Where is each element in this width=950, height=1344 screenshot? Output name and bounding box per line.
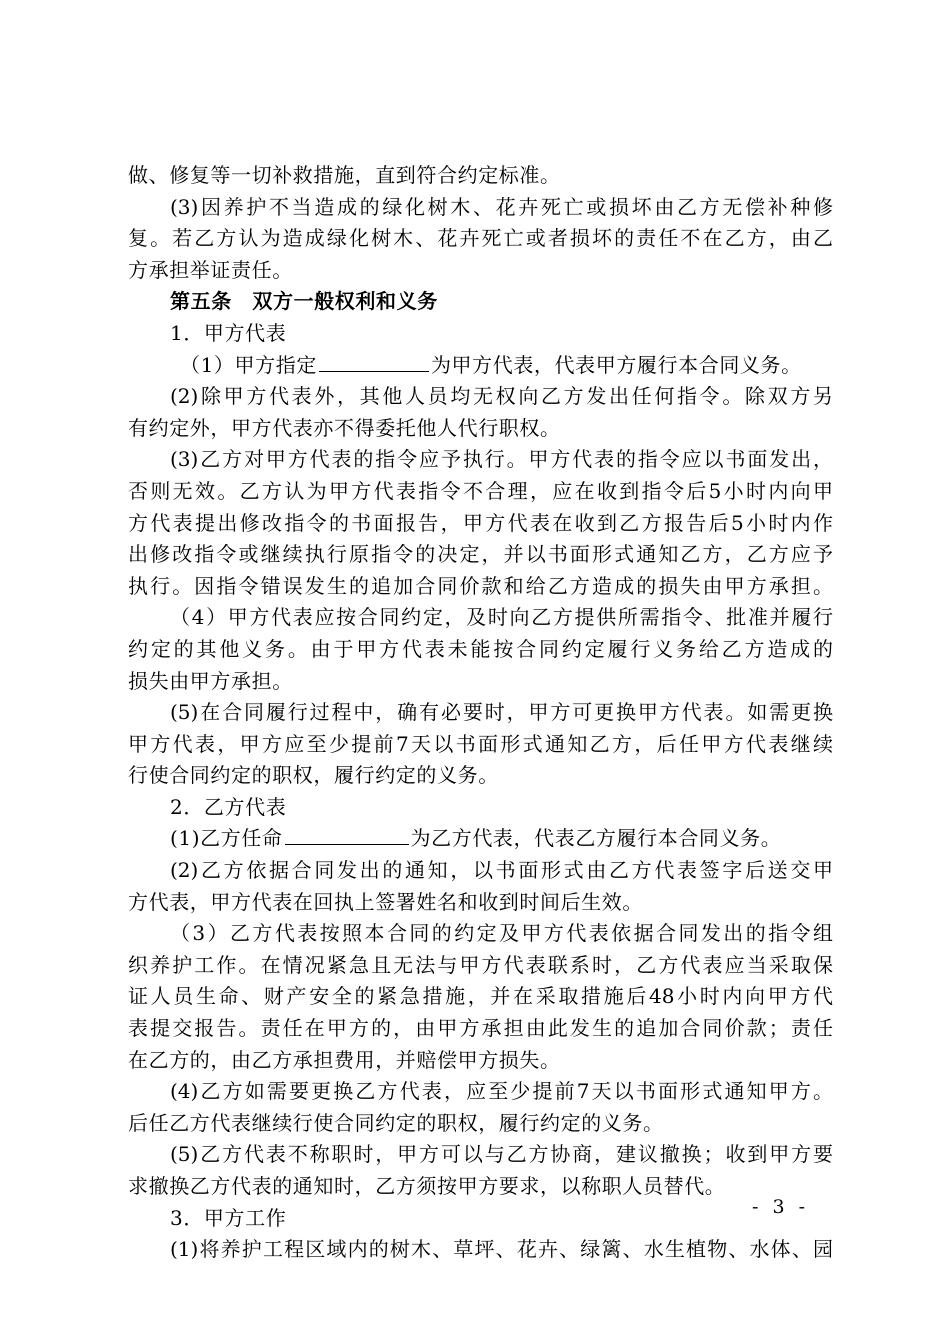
- text-segment: 为乙方代表，代表乙方履行本合同义务。: [410, 826, 782, 851]
- text-line: (4)乙方如需要更换乙方代表，应至少提前7天以书面形式通知甲方。: [170, 1079, 833, 1104]
- fill-in-blank[interactable]: [285, 824, 409, 845]
- text-line: 甲方代表，甲方应至少提前7天以书面形式通知乙方，后任甲方代表继续: [128, 731, 833, 756]
- text-line: (2)乙方依据合同发出的通知，以书面形式由乙方代表签字后送交甲: [170, 858, 833, 883]
- text-line: 表提交报告。责任在甲方的，由甲方承担由此发生的追加合同价款；责任: [128, 1016, 833, 1041]
- text-line: （4）甲方代表应按合同约定，及时向乙方提供所需指令、批准并履行: [170, 605, 833, 630]
- section-heading: 第五条 双方一般权利和义务: [170, 289, 438, 314]
- text-line: 方代表提出修改指令的书面报告，甲方代表在收到乙方报告后5小时内作: [128, 510, 833, 535]
- subsection-heading: 3．甲方工作: [170, 1205, 287, 1230]
- text-segment: 为甲方代表，代表甲方履行本合同义务。: [430, 352, 802, 377]
- text-line: 约定的其他义务。由于甲方代表未能按合同约定履行义务给乙方造成的: [128, 636, 833, 661]
- text-line: 有约定外，甲方代表亦不得委托他人代行职权。: [128, 415, 561, 440]
- text-line: 出修改指令或继续执行原指令的决定，并以书面形式通知乙方，乙方应予: [128, 542, 833, 567]
- subsection-heading: 2．乙方代表: [170, 794, 287, 819]
- text-line: (3)因养护不当造成的绿化树木、花卉死亡或损坏由乙方无偿补种修: [170, 194, 833, 219]
- text-line: 复。若乙方认为造成绿化树木、花卉死亡或者损坏的责任不在乙方，由乙: [128, 226, 833, 251]
- text-line: (1)将养护工程区域内的树木、草坪、花卉、绿篱、水生植物、水体、园: [170, 1237, 833, 1262]
- document-body: [128, 160, 833, 1266]
- fill-in-blank[interactable]: [319, 351, 429, 372]
- text-line: 方承担举证责任。: [128, 257, 293, 282]
- text-line: 后任乙方代表继续行使合同约定的职权，履行约定的义务。: [128, 1110, 664, 1135]
- text-line: 执行。因指令错误发生的追加合同价款和给乙方造成的损失由甲方承担。: [128, 573, 833, 598]
- page-number: - 3 -: [752, 1196, 810, 1218]
- text-line: 否则无效。乙方认为甲方代表指令不合理，应在收到指令后5小时内向甲: [128, 478, 833, 503]
- text-line: 损失由甲方承担。: [128, 668, 293, 693]
- text-line: 方代表，甲方代表在回执上签署姓名和收到时间后生效。: [128, 889, 643, 914]
- text-line: (3)乙方对甲方代表的指令应予执行。甲方代表的指令应以书面发出，: [170, 447, 833, 472]
- text-line: (5)乙方代表不称职时，甲方可以与乙方协商，建议撤换；收到甲方要: [170, 1142, 833, 1167]
- text-line: 求撤换乙方代表的通知时，乙方须按甲方要求，以称职人员替代。: [128, 1174, 726, 1198]
- text-line: 在乙方的，由乙方承担费用，并赔偿甲方损失。: [128, 1047, 561, 1072]
- text-line-with-blank: [128, 823, 833, 855]
- text-line: (2)除甲方代表外，其他人员均无权向乙方发出任何指令。除双方另: [170, 384, 833, 409]
- text-line: 行使合同约定的职权，履行约定的义务。: [128, 763, 499, 788]
- text-line: 织养护工作。在情况紧急且无法与甲方代表联系时，乙方代表应当采取保: [128, 952, 833, 977]
- subsection-heading: 1．甲方代表: [170, 320, 287, 345]
- text-segment: （1）甲方指定: [180, 352, 317, 377]
- text-line: （3）乙方代表按照本合同的约定及甲方代表依据合同发出的指令组: [170, 921, 833, 946]
- text-line: 证人员生命、财产安全的紧急措施，并在采取措施后48小时内向甲方代: [128, 984, 833, 1009]
- text-segment: (1)乙方任命: [170, 826, 283, 851]
- text-line-with-blank: [128, 350, 833, 382]
- text-line: (5)在合同履行过程中，确有必要时，甲方可更换甲方代表。如需更换: [170, 700, 833, 725]
- text-line: 做、修复等一切补救措施，直到符合约定标准。: [128, 163, 561, 187]
